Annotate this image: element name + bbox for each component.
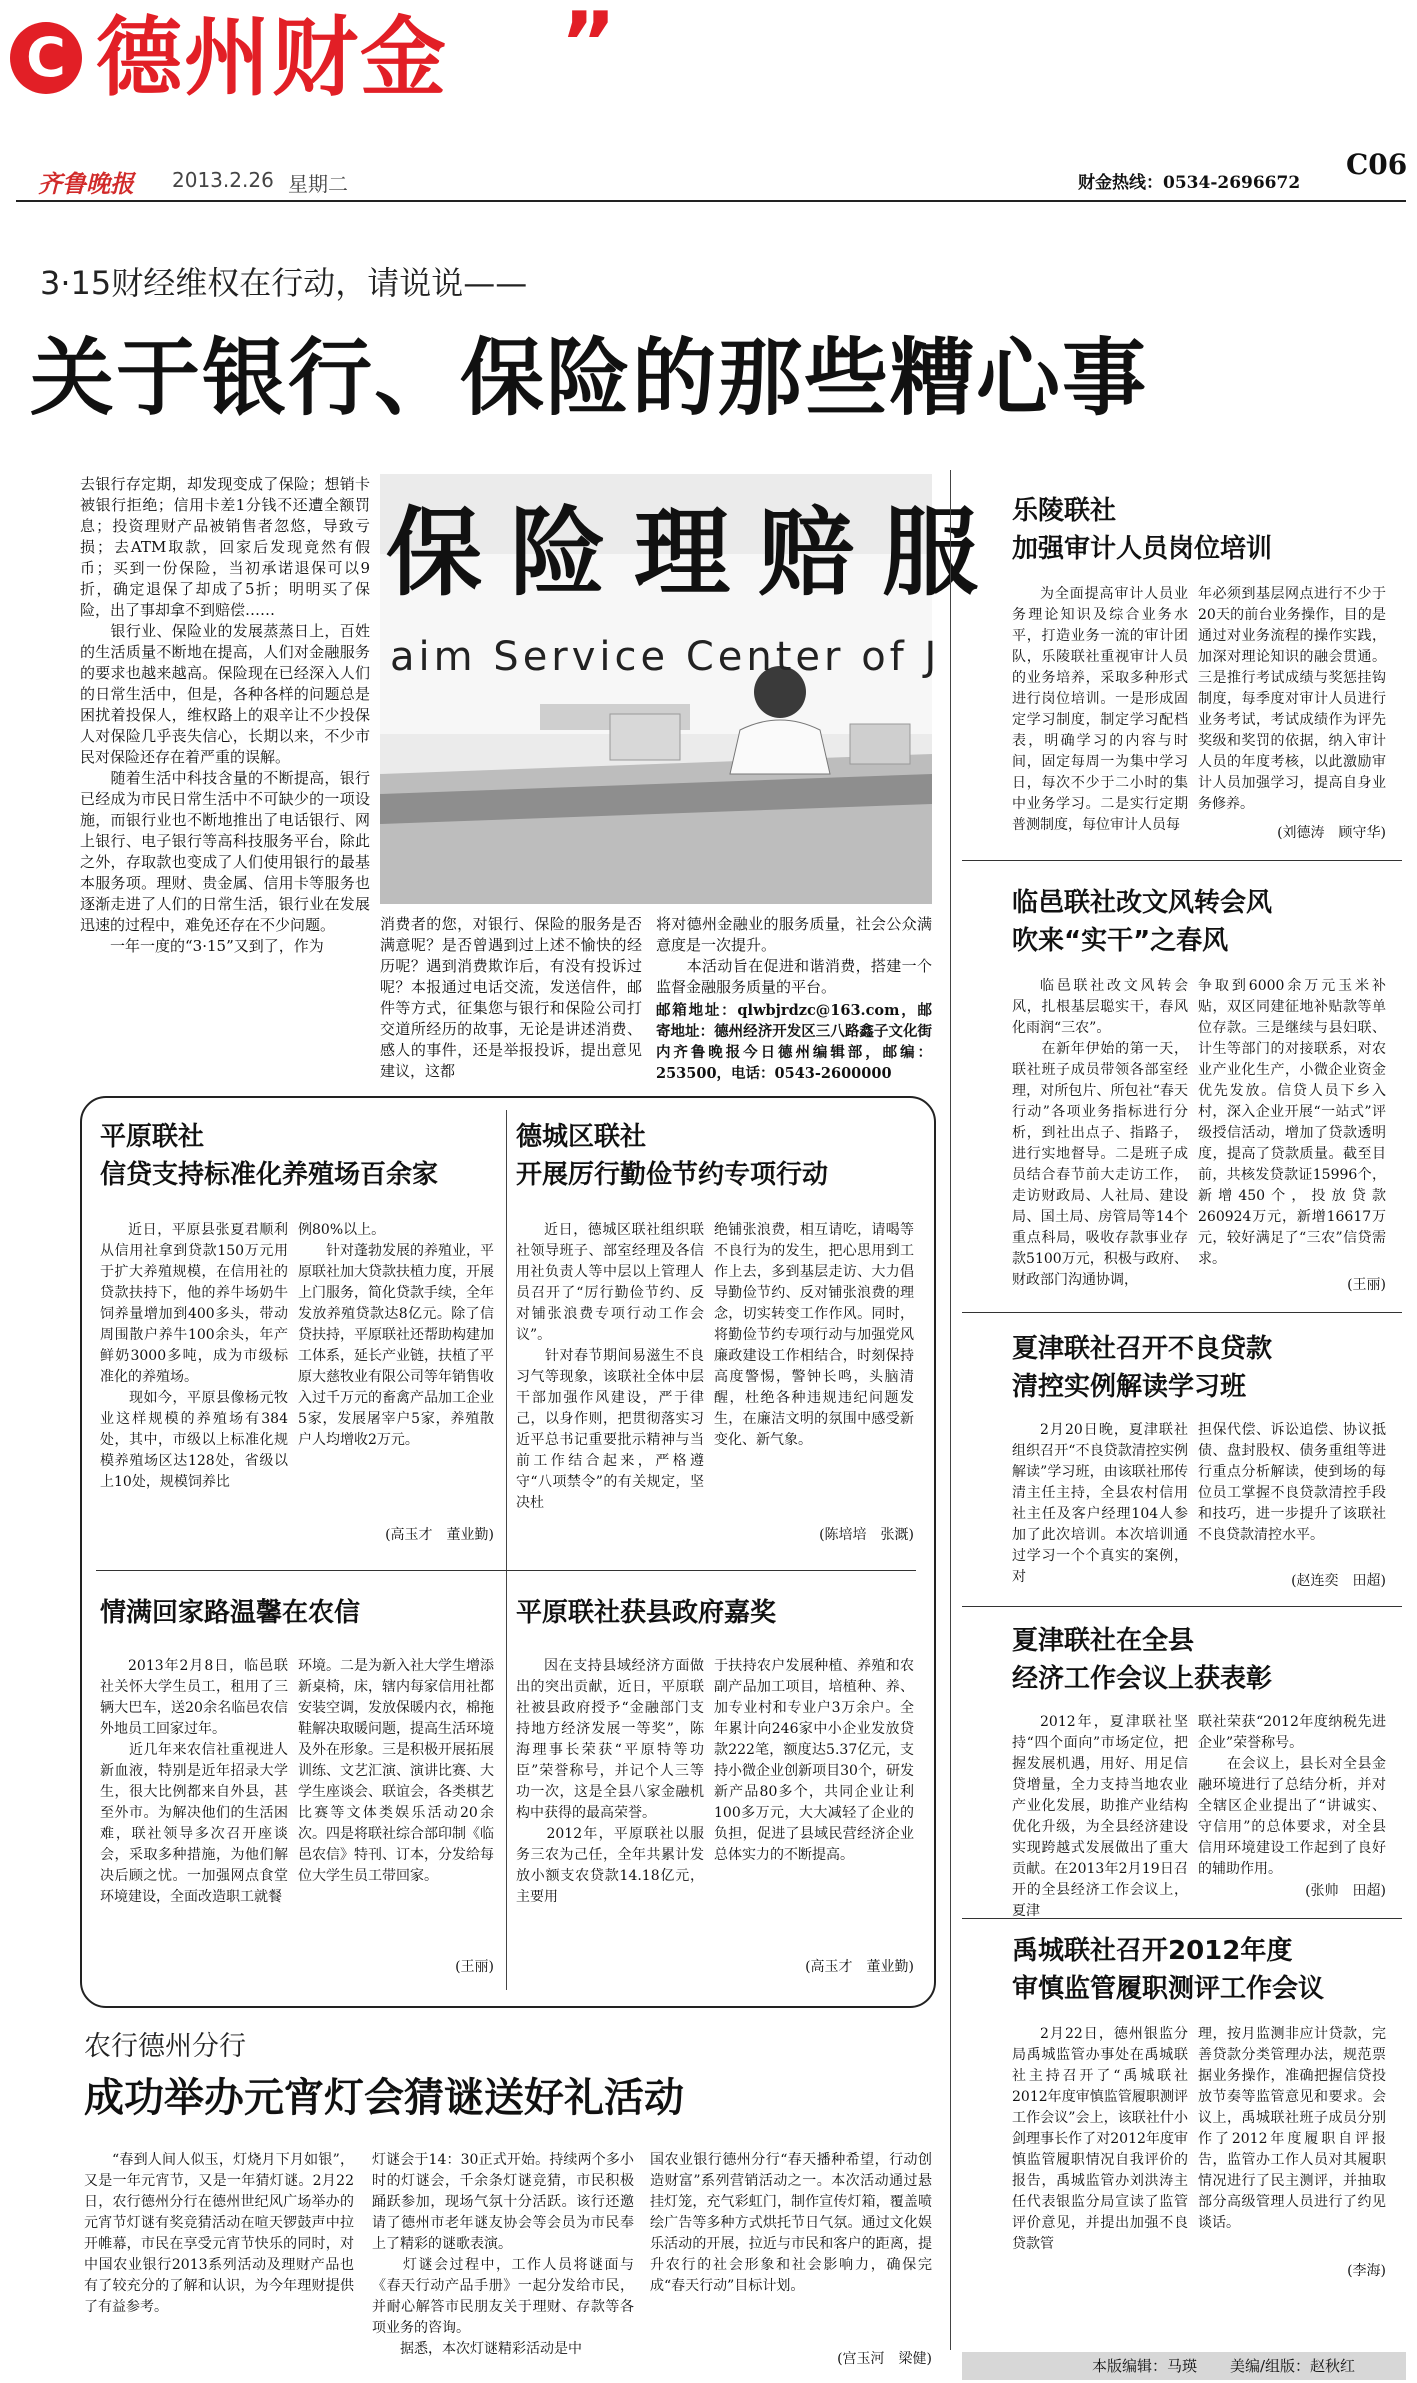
right-article-2-title-2: 吹来“实干”之春风 xyxy=(1012,926,1229,956)
lead-col-1: 去银行存定期，却发现变成了保险；想销卡被银行拒绝；信用卡差1分钱不还遭全额罚息；投资理财产品被销售者忽悠，导致亏损；去ATM取款，回家后发现竟然有假币；买到一份保险，当初承诺退保可以9折，确定退保了却成了5折；明明买了保险，出了事却拿不到赔偿…… 银行业、保险业的发展蒸蒸日上，百姓的生活质量不断地在提高，人们对金融服务的要求也越来越高。保险现在已经深入人们的日常生活中，但是，各种各样的问题总是困扰着投保人，维权路上的艰辛让不少投保人对保险几乎丧失信心，长期以来，不少市民对保险还存在着严重的误解。 随着生活中科技含量的不断提高，银行已经成为市民日常生活中不可缺少的一项设施，而银行业也不断地推出了电话银行、网上银行、电子银行等高科技服务平台，除此之外，存取款也变成了人们使用银行的最基本服务项。理财、贵金属、信用卡等服务也逐渐走进了人们的日常生活，银行业在发展迅速的过程中，难免还存在不少问题。 一年一度的“3·15”又到了，作为 xyxy=(80,475,370,955)
right-article-4-col-1: 2012年，夏津联社坚持“四个面向”市场定位，把握发展机遇，用好、用足信贷增量，全力支持当地农业产业化发展，助推产业结构优化升级，为全县经济建设实现跨越式发展做出了重大贡献。在2013年2月19日召开的全县经济工作会议上，夏津 xyxy=(1012,1714,1188,1919)
right-article-3-title-2: 清控实例解读学习班 xyxy=(1012,1372,1247,1402)
box-article-2-title-1: 德城区联社 xyxy=(516,1122,647,1152)
issue-date: 2013.2.26 xyxy=(172,168,274,192)
right-article-1-title-2: 加强审计人员岗位培训 xyxy=(1012,534,1273,564)
right-article-1-byline: (刘德涛 顾守华) xyxy=(1277,825,1386,841)
box-article-3-byline: (王丽) xyxy=(455,1959,494,1975)
right-article-5-byline: (李海) xyxy=(1347,2263,1386,2279)
lead-headline: 关于银行、保险的那些糟心事 xyxy=(30,329,1149,427)
hotline: 财金热线：0534-2696672 xyxy=(1078,173,1301,193)
right-article-1-col-2: 年必须到基层网点进行不少于20天的前台业务操作，目的是通过对业务流程的操作实践，加深对理论知识的融会贯通。三是推行考试成绩与奖惩挂钩制度，每季度对审计人员进行业务考试，考试成绩作为评先奖级和奖罚的依据，纳入审计人员的年度考核，以此激励审计人员加强学习，提高自身业务修养。 xyxy=(1198,586,1386,812)
paper-name: 齐鲁晚报 xyxy=(38,169,134,198)
right-article-1-title-1: 乐陵联社 xyxy=(1012,496,1117,526)
lead-col-2: 消费者的您，对银行、保险的服务是否满意呢？是否曾遇到过上述不愉快的经历呢？遇到消费欺诈后，有没有投诉过呢？本报通过电话交流，发送信件，邮件等方式，征集您与银行和保险公司打交道所经历的故事，无论是讲述消费、感人的事件，还是举报投诉，提出意见建议，这都 xyxy=(380,915,642,1080)
right-divider-4 xyxy=(962,1918,1402,1919)
box-article-3-title: 情满回家路温馨在农信 xyxy=(100,1598,361,1628)
right-article-3-col-1: 2月20日晚，夏津联社组织召开“不良贷款清控实例解读”学习班，由该联社邢传清主任主持，全县农村信用社主任及客户经理104人参加了此次培训。本次培训通过学习一个个真实的案例，对 xyxy=(1012,1422,1188,1585)
right-article-4-byline: (张帅 田超) xyxy=(1305,1883,1386,1899)
right-divider-2 xyxy=(962,1312,1402,1313)
box-article-2-byline: (陈培培 张溉) xyxy=(819,1527,914,1543)
bottom-byline: (宫玉河 梁健) xyxy=(837,2351,932,2367)
box-article-3-col-1: 2013年2月8日，临邑联社关怀大学生员工，租用了三辆大巴车，送20余名临邑农信外地员工回家过年。 近几年来农信社重视进人新血液，特别是近年招录大学生，很大比例都来自外县，甚至外市。为解决他们的生活困难，联社领导多次召开座谈会，采取多种措施，为他们解决后顾之忧。一加强网点食堂环境建设，全面改造职工就餐 xyxy=(100,1658,288,1905)
box-article-1-col-2: 例80%以上。 针对蓬勃发展的养殖业，平原联社加大贷款扶植力度，开展上门服务，简化贷款手续，全年发放养殖贷款达8亿元。除了信贷扶持，平原联社还帮助构建加工体系，延长产业链，扶植了平原大慈牧业有限公司等年销售收入过千万元的畜禽产品加工企业5家，发展屠宰户5家，养殖散户人均增收2万元。 xyxy=(298,1222,494,1448)
footer-bar xyxy=(962,2352,1406,2380)
box-article-1-title-2: 信贷支持标准化养殖场百余家 xyxy=(100,1160,439,1190)
quote-mark: ” xyxy=(560,0,617,94)
right-divider-3 xyxy=(962,1606,1402,1607)
box-article-2-col-1: 近日，德城区联社组织联社领导班子、部室经理及各信用社负责人等中层以上管理人员召开了“厉行勤俭节约、反对铺张浪费专项行动工作会议”。 针对春节期间易滋生不良习气等现象，该联社全体中层干部加强作风建设，严于律己，以身作则，把贯彻落实习近平总书记重要批示精神与当前工作结合起来，严格遵守“八项禁令”的有关规定，坚决杜 xyxy=(516,1222,704,1511)
footer-editor: 本版编辑：马瑛 xyxy=(1092,2357,1198,2375)
lead-col-3: 将对德州金融业的服务质量，社会公众满意度是一次提升。 本活动旨在促进和谐消费，搭建一个监督金融服务质量的平台。 xyxy=(656,915,932,996)
box-article-1-col-1: 近日，平原县张夏君顺利从信用社拿到贷款150万元用于扩大养殖规模，在信用社的贷款扶持下，他的养牛场奶牛饲养量增加到400多头，带动周围散户养牛100余头，年产鲜奶3000多吨，成为市级标准化的养殖场。 现如今，平原县像杨元牧业这样规模的养殖场有384处，其中，市级以上标准化规模养殖场区达128处，省级以上10处，规模饲养比 xyxy=(100,1222,288,1490)
box-article-4-title: 平原联社获县政府嘉奖 xyxy=(516,1598,777,1628)
bottom-headline: 成功举办元宵灯会猜谜送好礼活动 xyxy=(84,2075,684,2121)
box-article-1-byline: (高玉才 董业勤) xyxy=(385,1527,494,1543)
box-vertical-rule xyxy=(506,1110,507,1990)
lead-kicker: 3·15财经维权在行动，请说说—— xyxy=(40,264,528,302)
right-article-2-col-2: 争取到6000余万元玉米补贴，双区同建征地补贴款等单位存款。三是继续与县妇联、计生等部门的对接联系，对农业产业化生产，小微企业资金优先发放。信贷人员下乡入村，深入企业开展“一站式”评级授信活动，增加了贷款透明度，提高了贷款质量。截至目前，共核发贷款证15996个，新增450个，投放贷款260924万元，新增16617万元，较好满足了“三农”信贷需求。 xyxy=(1198,978,1386,1267)
box-article-3-col-2: 环境。二是为新入社大学生增添新桌椅，床，辖内每家信用社都安装空调，发放保暖内衣，棉拖鞋解决取暖问题，提高生活环境及外在形象。三是积极开展拓展训练、文艺汇演、演讲比赛、大学生座谈会、联谊会，各类棋艺比赛等文体类娱乐活动20余次。四是将联社综合部印制《临邑农信》特刊、订本，分发给每位大学生员工带回家。 xyxy=(298,1658,494,1884)
masthead-rule xyxy=(16,200,1406,202)
box-article-4-col-2: 于扶持农户发展种植、养殖和农副产品加工项目，培植种、养、加专业村和专业户3万余户。全年累计向246家中小企业发放贷款222笔，额度达5.37亿元，支持小微企业创新项目30个，研发新产品80多个，共同企业让利100多万元，大大减轻了企业的负担，促进了县域民营经济企业总体实力的不断提高。 xyxy=(714,1658,914,1863)
photo-sign-text: 保险理赔服 xyxy=(386,497,1006,609)
logo-letter: C xyxy=(26,26,66,89)
right-article-2-title-1: 临邑联社改文风转会风 xyxy=(1012,888,1273,918)
right-article-2-byline: (王丽) xyxy=(1347,1277,1386,1293)
box-article-2-title-2: 开展厉行勤俭节约专项行动 xyxy=(516,1160,829,1190)
bottom-col-2: 灯谜会于14：30正式开始。持续两个多小时的灯谜会，千余条灯谜竞猜，市民积极踊跃参加，现场气氛十分活跃。该行还邀请了德州市老年谜友协会等会员为市民奉上了精彩的谜歌表演。 灯谜会过程中，工作人员将谜面与《春天行动产品手册》一起分发给市民，并耐心解答市民朋友关于理财、存款等各项业务的咨询。 据悉，本次灯谜精彩活动是中 xyxy=(372,2152,634,2357)
right-divider-1 xyxy=(962,860,1402,861)
right-article-3-byline: (赵连奕 田超) xyxy=(1291,1573,1386,1589)
right-article-5-title-2: 审慎监管履职测评工作会议 xyxy=(1012,1974,1325,2004)
page-code: C06 xyxy=(1346,148,1408,181)
right-article-4-title-2: 经济工作会议上获表彰 xyxy=(1012,1664,1273,1694)
bottom-col-1: “春到人间人似玉，灯烧月下月如银”，又是一年元宵节，又是一年猜灯谜。2月22日，农行德州分行在德州世纪风广场举办的元宵节灯谜有奖竞猜活动在喧天锣鼓声中拉开帷幕，市民在享受元宵节快乐的同时，对中国农业银行2013系列活动及理财产品也有了较充分的了解和认识，为今年理财提供了有益参考。 xyxy=(84,2152,354,2315)
box-horizontal-rule xyxy=(96,1570,916,1571)
box-article-2-col-2: 绝铺张浪费，相互请吃，请喝等不良行为的发生，把心思用到工作上去，多到基层走访、大力倡导勤俭节约、反对铺张浪费的理念，切实转变工作作风。同时，将勤俭节约专项行动与加强党风廉政建设工作相结合，时刻保持高度警惕，警钟长鸣，头脑清醒，杜绝各种违规违纪问题发生，在廉洁文明的氛围中感受新变化、新气象。 xyxy=(714,1222,914,1448)
section-title: 德州财金 xyxy=(96,8,448,108)
right-article-5-col-2: 理，按月监测非应计贷款，完善贷款分类管理办法，规范票据业务操作，准确把握信贷投放节奏等监管意见和要求。会议上，禹城联社班子成员分别作了2012年度履职自评报告，监管办工作人员对其履职情况进行了民主测评，并抽取部分高级管理人员进行了约见谈话。 xyxy=(1198,2026,1386,2231)
photo-sign-en: aim Service Center of J xyxy=(390,634,941,680)
right-column-rule xyxy=(950,470,951,2350)
right-article-4-title-1: 夏津联社在全县 xyxy=(1012,1626,1195,1656)
lead-contact: 邮箱地址：qlwbjrdzc@163.com，邮寄地址：德州经济开发区三八路鑫子文化街内齐鲁晚报今日德州编辑部，邮编：253500，电话：0543-2600000 xyxy=(656,1002,932,1082)
right-article-5-title-1: 禹城联社召开2012年度 xyxy=(1012,1936,1293,1966)
right-article-4-col-2: 联社荣获“2012年度纳税先进企业”荣誉称号。 在会议上，县长对全县金融环境进行了总结分析，并对全辖区企业提出了“讲诚实、守信用”的总体要求，对全县信用环境建设工作起到了良好的辅助作用。 xyxy=(1198,1714,1386,1877)
right-article-1-col-1: 为全面提高审计人员业务理论知识及综合业务水平，打造业务一流的审计团队，乐陵联社重视审计人员的业务培养，采取多种形式进行岗位培训。一是形成固定学习制度，制定学习配档表，明确学习的内容与时间，固定每周一为集中学习日，每次不少于二小时的集中业务学习。二是实行定期普测制度，每位审计人员每 xyxy=(1012,586,1188,833)
box-article-4-byline: (高玉才 董业勤) xyxy=(805,1959,914,1975)
logo-circle-icon xyxy=(10,22,82,94)
right-article-3-col-2: 担保代偿、诉讼追偿、协议抵债、盘封股权、债务重组等进行重点分析解读，使到场的每位员工掌握不良贷款清控手段和技巧，进一步提升了该联社不良贷款清控水平。 xyxy=(1198,1422,1386,1543)
right-article-2-col-1: 临邑联社改文风转会风，扎根基层聪实干，春风化雨润“三农”。 在新年伊始的第一天，联社班子成员带领各部室经理，对所包片、所包社“春天行动”各项业务指标进行分析，到社出点子、指路子，进行实地督导。二是班子成员结合春节前大走访工作，走访财政局、人社局、建设局、国土局、房管局等14个重点科局，吸收存款事业存款5100万元，积极与政府、财政部门沟通协调， xyxy=(1012,978,1188,1288)
box-article-1-title-1: 平原联社 xyxy=(100,1122,205,1152)
right-article-3-title-1: 夏津联社召开不良贷款 xyxy=(1012,1334,1273,1364)
masthead xyxy=(0,0,1417,198)
bottom-col-3: 国农业银行德州分行“春天播种希望，行动创造财富”系列营销活动之一。本次活动通过悬挂灯笼，充气彩虹门，制作宣传灯箱，覆盖喷绘广告等多种方式烘托节日气氛。通过文化娱乐活动的开展，拉近与市民和客户的距离，提升农行的社会形象和社会影响力，确保完成“春天行动”目标计划。 xyxy=(650,2152,932,2294)
issue-weekday: 星期二 xyxy=(288,172,348,196)
box-article-4-col-1: 因在支持县域经济方面做出的突出贡献，近日，平原联社被县政府授予“金融部门支持地方经济发展一等奖”，陈海理事长荣获“平原特等功臣”荣誉称号，并记个人三等功一次，这是全县八家金融机构中获得的最高荣誉。 2012年，平原联社以服务三农为己任，全年共累计发放小额支农贷款14.18亿元，主要用 xyxy=(516,1658,704,1905)
footer-design: 美编/组版：赵秋红 xyxy=(1230,2357,1356,2375)
bottom-kicker: 农行德州分行 xyxy=(84,2031,246,2062)
insurance-counter-photo xyxy=(380,474,1006,904)
right-article-5-col-1: 2月22日，德州银监分局禹城监管办事处在禹城联社主持召开了“禹城联社2012年度审慎监管履职测评工作会议”会上，该联社什小剑理事长作了对2012年度审慎监管履职情况自我评价的报告，禹城监管办刘洪涛主任代表银监分局宣读了监管评价意见，并提出加强不良贷款管 xyxy=(1012,2026,1188,2252)
